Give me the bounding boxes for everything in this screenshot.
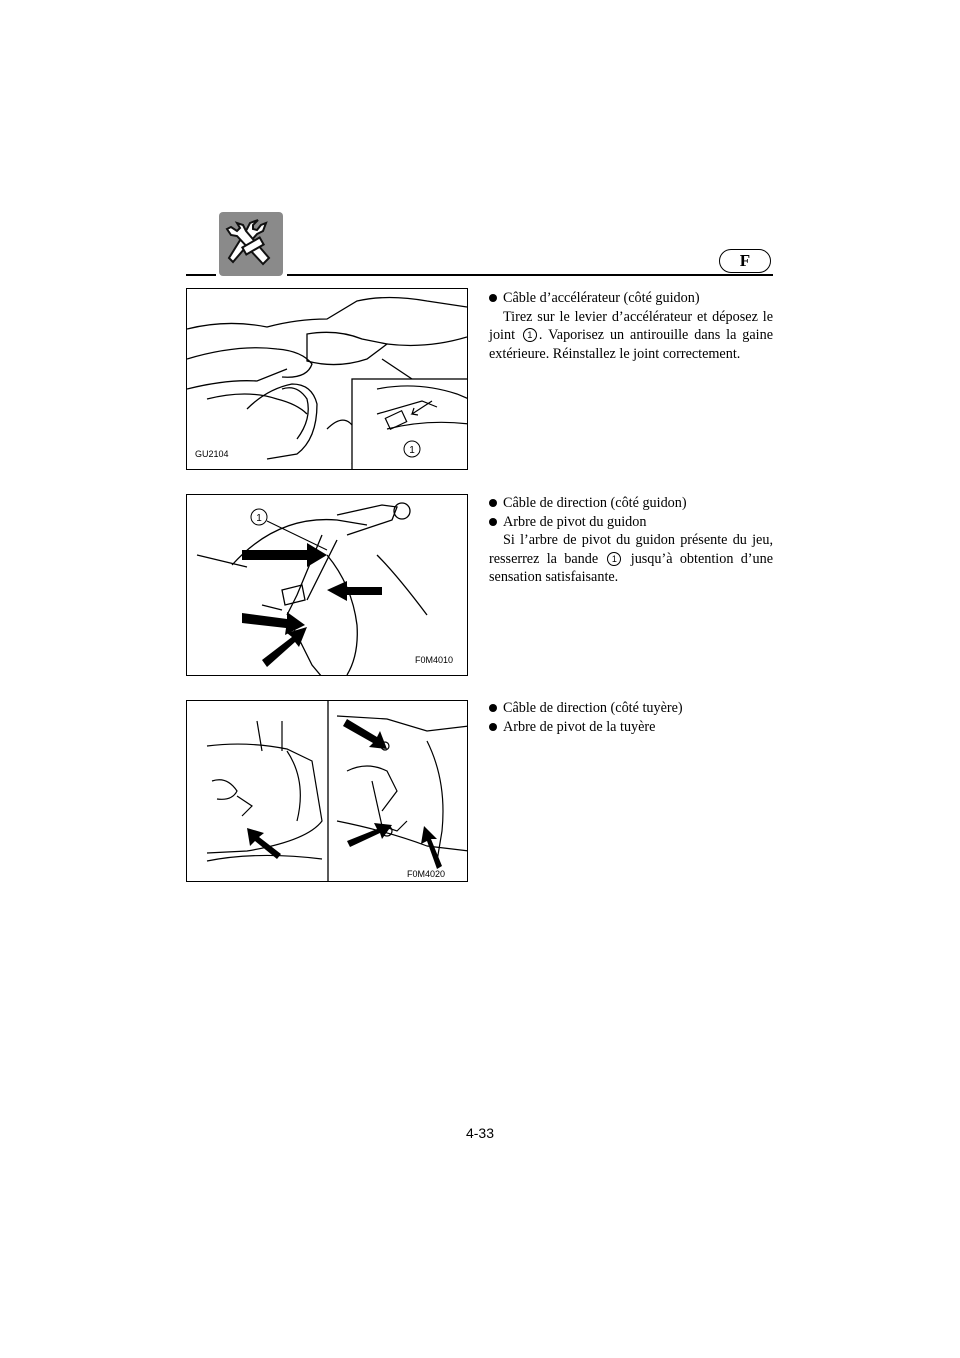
figure-3-label: F0M4020 xyxy=(407,869,446,879)
figure-throttle-cable xyxy=(186,288,468,470)
paragraph-text-start: Tirez sur le levier d’accélérateur et déposez le joint xyxy=(489,308,773,343)
header-rule-left xyxy=(186,274,216,276)
steering-handlebar-illustration xyxy=(187,495,468,676)
paragraph-text-end: jusqu’à obtention d’une sensation satisfaisante. xyxy=(489,550,774,585)
figure-1-label: GU2104 xyxy=(195,449,229,459)
callout-1-icon: 1 xyxy=(607,552,621,566)
bullet-text: Arbre de pivot de la tuyère xyxy=(503,718,656,735)
bullet-text: Câble de direction (côté tuyère) xyxy=(503,700,683,716)
bullet-icon xyxy=(489,499,497,507)
bullet-text: Câble de direction (côté guidon) xyxy=(503,495,687,511)
bullet-item xyxy=(489,513,773,532)
bullet-text: Arbre de pivot du guidon xyxy=(503,513,647,530)
figure-2-callout: 1 xyxy=(256,513,262,524)
instruction-paragraph xyxy=(489,308,773,364)
bullet-icon xyxy=(489,518,497,526)
bullet-item xyxy=(489,289,773,308)
figure-2-label: F0M4010 xyxy=(415,655,454,665)
bullet-item xyxy=(489,718,773,737)
bullet-icon xyxy=(489,704,497,712)
bullet-text: Câble d’accélérateur (côté guidon) xyxy=(503,290,700,306)
section-throttle-cable xyxy=(489,289,773,363)
section-nozzle-steering xyxy=(489,699,773,736)
figure-1-callout: 1 xyxy=(409,445,415,456)
instruction-paragraph xyxy=(489,531,773,587)
bullet-item xyxy=(489,699,773,718)
header-rule-right xyxy=(287,274,773,276)
bullet-item xyxy=(489,494,773,513)
language-badge: F xyxy=(719,249,771,273)
paragraph-text-end: . Vaporisez un antirouille dans la gaine extérieure. Réinstallez le joint correctement. xyxy=(489,327,773,362)
tools-icon xyxy=(219,212,283,276)
bullet-icon xyxy=(489,723,497,731)
throttle-cable-illustration xyxy=(187,289,468,470)
section-steering-handlebar xyxy=(489,494,773,587)
callout-1-icon: 1 xyxy=(523,328,537,342)
paragraph-text-start: Si l’arbre de pivot du guidon présente du jeu, resserrez la bande xyxy=(489,532,773,567)
bullet-icon xyxy=(489,294,497,302)
figure-steering-handlebar xyxy=(186,494,468,676)
nozzle-steering-illustration xyxy=(187,701,468,882)
figure-nozzle-steering xyxy=(186,700,468,882)
page-number: 4-33 xyxy=(465,1125,495,1141)
